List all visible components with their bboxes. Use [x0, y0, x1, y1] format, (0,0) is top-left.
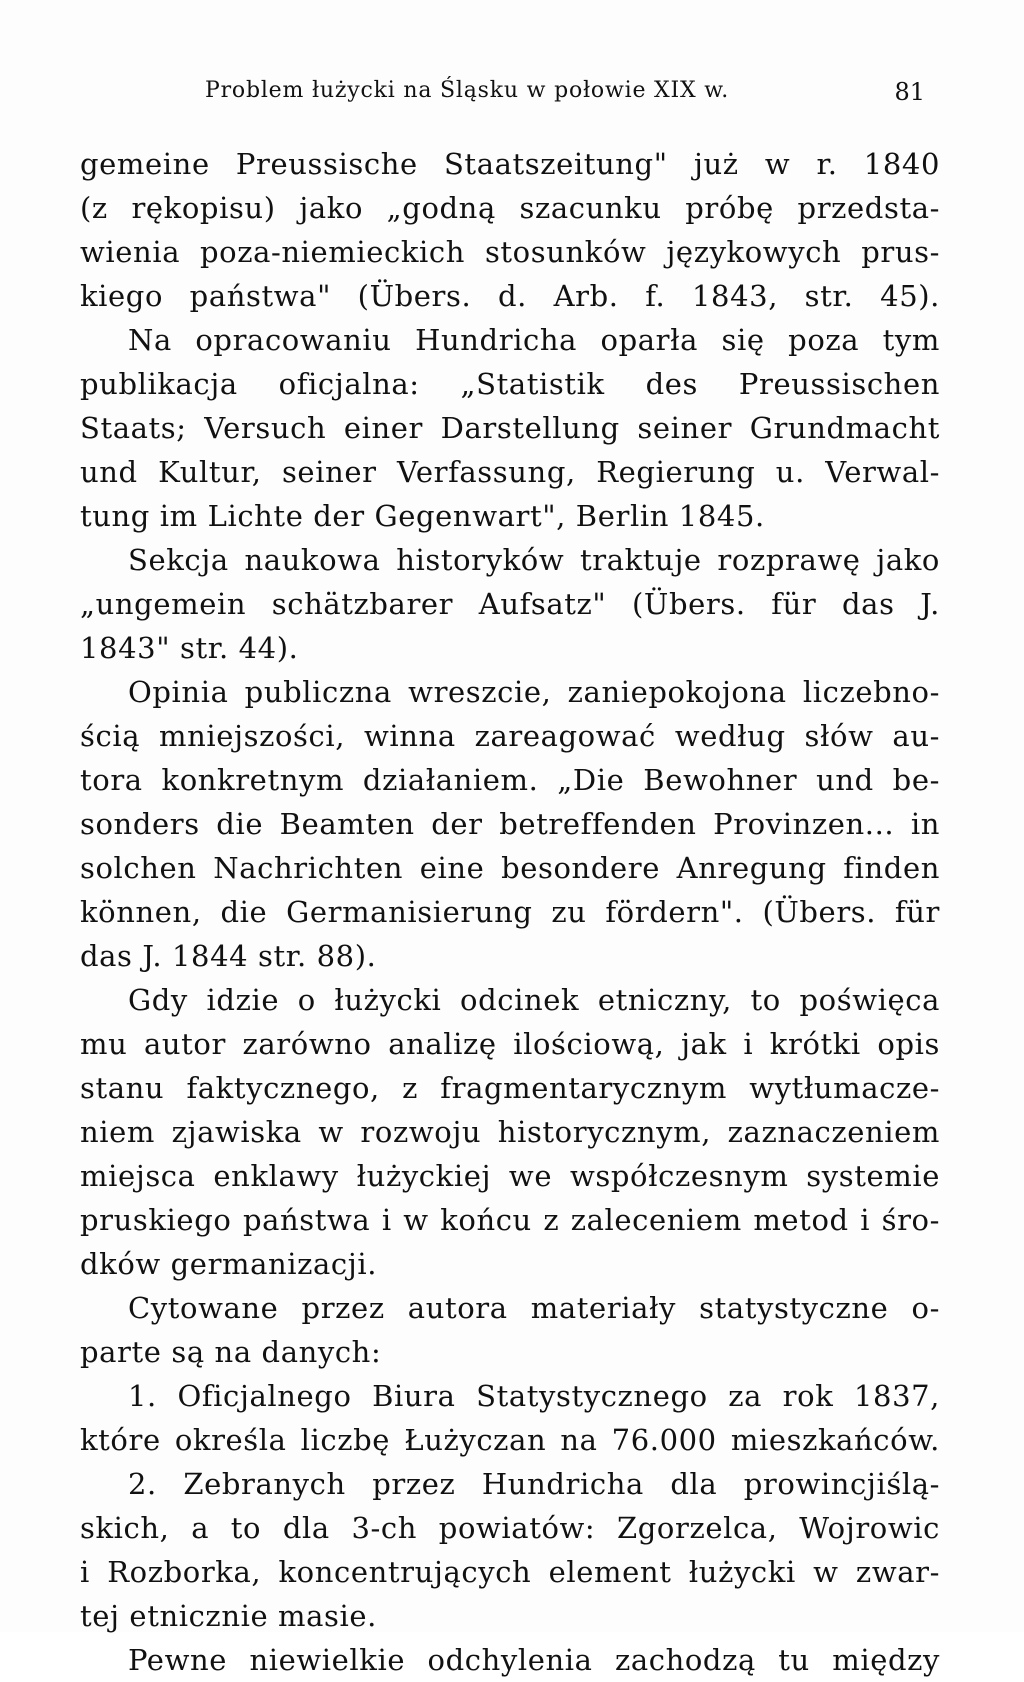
text-line: miejsca enklawy łużyckiej we współczesnym systemie [80, 1159, 940, 1193]
text-line: skich, a to dla 3-ch powiatów: Zgorzelca, Wojrowic [80, 1511, 940, 1545]
list-item-1: 1. Oficjalnego Biura Statystycznego za rok 1837, [128, 1379, 940, 1413]
text-line: mu autor zarówno analizę ilościową, jak i krótki opis [80, 1027, 940, 1061]
text-line: gemeine Preussische Staatszeitung" już w r. 1840 [80, 147, 940, 181]
paragraph-first-line: Cytowane przez autora materiały statystyczne o- [128, 1291, 940, 1325]
text-line: und Kultur, seiner Verfassung, Regierung u. Verwal- [80, 455, 940, 489]
text-line: które określa liczbę Łużyczan na 76.000 mieszkańców. [80, 1423, 940, 1457]
text-line: „ungemein schätzbarer Aufsatz" (Übers. für das J. [80, 587, 940, 621]
text-line: 1843" str. 44). [80, 631, 299, 665]
text-line: tej etnicznie masie. [80, 1599, 377, 1633]
text-line: publikacja oficjalna: „Statistik des Preussischen [80, 367, 940, 401]
text-line: sonders die Beamten der betreffenden Provinzen... in [80, 807, 940, 841]
text-line: (z rękopisu) jako „godną szacunku próbę przedsta- [80, 191, 940, 225]
text-line: i Rozborka, koncentrujących element łużycki w zwar- [80, 1555, 940, 1589]
text-line: parte są na danych: [80, 1335, 382, 1369]
paragraph-first-line: Gdy idzie o łużycki odcinek etniczny, to poświęca [128, 983, 940, 1017]
text-line: niem zjawiska w rozwoju historycznym, zaznaczeniem [80, 1115, 940, 1149]
paragraph-first-line: Pewne niewielkie odchylenia zachodzą tu między [128, 1643, 940, 1677]
text-line: pruskiego państwa i w końcu z zaleceniem metod i śro- [80, 1203, 940, 1237]
text-line: kiego państwa" (Übers. d. Arb. f. 1843, str. 45). [80, 279, 940, 313]
page-header [205, 78, 925, 114]
text-line: können, die Germanisierung zu fördern". (Übers. für [80, 895, 940, 929]
text-line: tora konkretnym działaniem. „Die Bewohner und be- [80, 763, 940, 797]
text-line: wienia poza-niemieckich stosunków językowych prus- [80, 235, 940, 269]
text-line: stanu faktycznego, z fragmentarycznym wytłumacze- [80, 1071, 940, 1105]
paragraph-first-line: Opinia publiczna wreszcie, zaniepokojona liczebno- [128, 675, 940, 709]
text-line: das J. 1844 str. 88). [80, 939, 377, 973]
text-line: ścią mniejszości, winna zareagować według słów au- [80, 719, 940, 753]
paragraph-first-line: Na opracowaniu Hundricha oparła się poza tym [128, 323, 940, 357]
text-line: solchen Nachrichten eine besondere Anregung finden [80, 851, 940, 885]
page-number: 81 [894, 78, 925, 106]
text-line: dków germanizacji. [80, 1247, 378, 1281]
paragraph-first-line: Sekcja naukowa historyków traktuje rozprawę jako [128, 543, 940, 577]
text-line: tung im Lichte der Gegenwart", Berlin 1845. [80, 499, 765, 533]
text-line: Staats; Versuch einer Darstellung seiner Grundmacht [80, 411, 940, 445]
running-head: Problem łużycki na Śląsku w połowie XIX w. [205, 78, 730, 103]
list-item-2: 2. Zebranych przez Hundricha dla prowincjiślą- [128, 1467, 940, 1501]
